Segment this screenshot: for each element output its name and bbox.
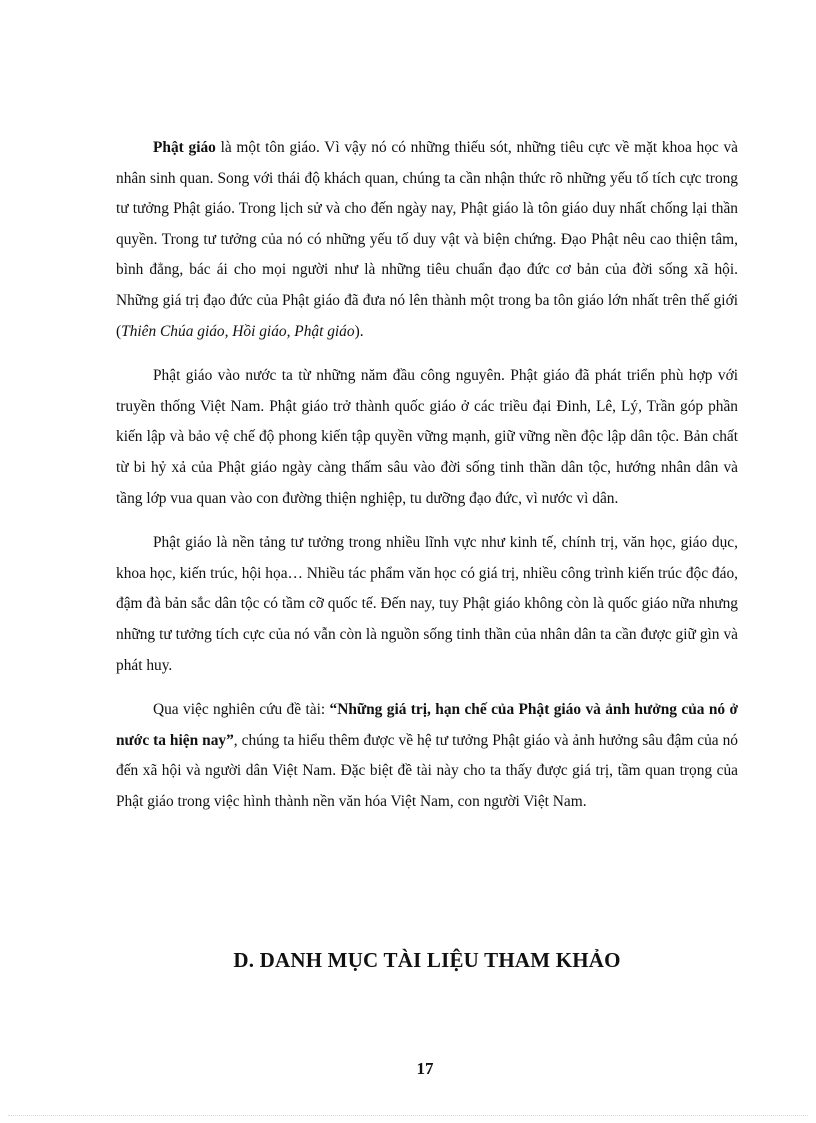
paragraph-4 <box>116 695 738 817</box>
document-body <box>116 133 738 831</box>
paragraph-1-tail: ). <box>354 322 364 340</box>
italic-religion-list: Thiên Chúa giáo, Hồi giáo, Phật giáo <box>121 322 355 340</box>
bold-lead-phat-giao: Phật giáo <box>153 139 216 156</box>
paragraph-2-text: Phật giáo vào nước ta từ những năm đầu công nguyên. Phật giáo đã phát triển phù hợp với truyền thống Việt Nam. Phật giáo trở thành quốc giáo ở các triều đại Đinh, Lê, Lý, Trần góp phần kiến lập và bảo vệ chế độ phong kiến tập quyền vững mạnh, giữ vững nền độc lập dân tộc. Bản chất từ bi hỷ xả của Phật giáo ngày càng thấm sâu vào đời sống tinh thần dân tộc, hướng nhân dân và tầng lớp vua quan vào con đường thiện nghiệp, tu dưỡng đạo đức, vì nước vì dân. <box>116 367 738 507</box>
paragraph-2 <box>116 361 738 514</box>
section-heading: D. DANH MỤC TÀI LIỆU THAM KHẢO <box>233 948 621 972</box>
paragraph-4-text: Qua việc nghiên cứu đề tài: <box>153 701 330 719</box>
paragraph-1 <box>116 133 738 347</box>
paragraph-3 <box>116 528 738 681</box>
page-number: 17 <box>416 1059 434 1078</box>
bold-topic-title: “Những giá trị, hạn chế của Phật giáo và ảnh hưởng của nó ở nước ta hiện nay” <box>116 701 738 749</box>
paragraph-1-text: là một tôn giáo. Vì vậy nó có những thiếu sót, những tiêu cực về mặt khoa học và nhân sinh quan. Song với thái độ khách quan, chúng ta cần nhận thức rõ những yếu tố tích cực trong tư tưởng Phật giáo. Trong lịch sử và cho đến ngày nay, Phật giáo là tôn giáo duy nhất chống lại thần quyền. Trong tư tưởng của nó có những yếu tố duy vật và biện chứng. Đạo Phật nêu cao thiện tâm, bình đẳng, bác ái cho mọi người như là những tiêu chuẩn đạo đức cơ bản của đời sống xã hội. Những giá trị đạo đức của Phật giáo đã đưa nó lên thành một trong ba tôn giáo lớn nhất trên thế giới ( <box>116 139 738 340</box>
paragraph-3-text: Phật giáo là nền tảng tư tưởng trong nhiều lĩnh vực như kinh tế, chính trị, văn học, giáo dục, khoa học, kiến trúc, hội họa… Nhiều tác phẩm văn học có giá trị, nhiều công trình kiến trúc độc đáo, đậm đà bản sắc dân tộc có tầm cỡ quốc tế. Đến nay, tuy Phật giáo không còn là quốc giáo nữa nhưng những tư tưởng tích cực của nó vẫn còn là nguồn sống tinh thần của nhân dân ta cần được giữ gìn và phát huy. <box>116 534 738 674</box>
bottom-dotted-divider <box>8 1115 808 1116</box>
paragraph-4-tail: , chúng ta hiểu thêm được về hệ tư tưởng Phật giáo và ảnh hưởng sâu đậm của nó đến xã hội và người dân Việt Nam. Đặc biệt đề tài này cho ta thấy được giá trị, tầm quan trọng của Phật giáo trong việc hình thành nền văn hóa Việt Nam, con người Việt Nam. <box>116 731 738 810</box>
